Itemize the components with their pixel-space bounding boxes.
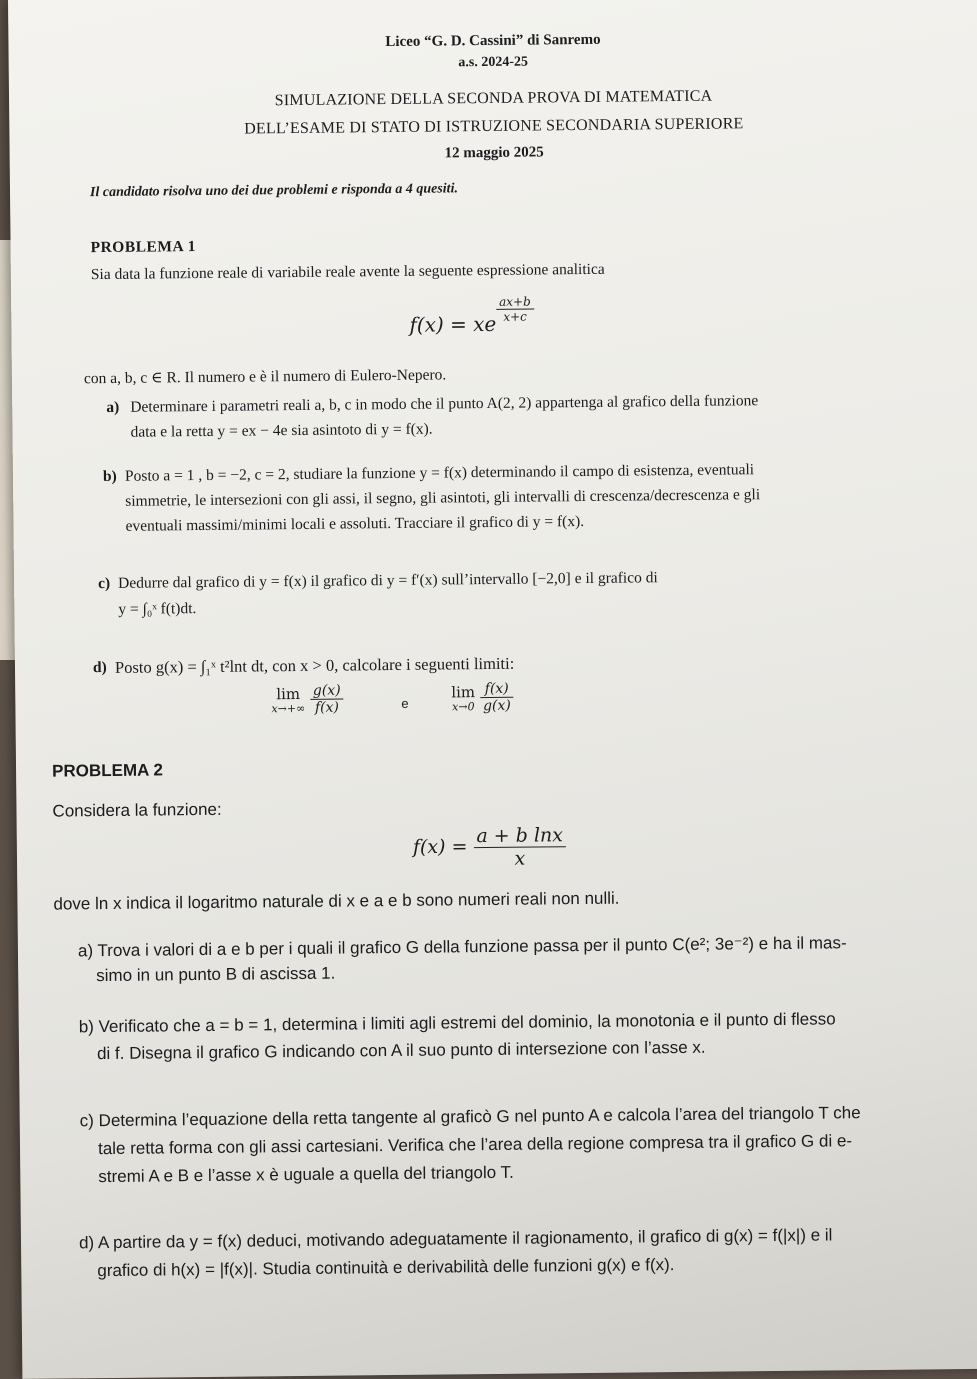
- problem1-a-line2: data e la retta y = ex − 4e sia asintoto di y = f(x).: [130, 420, 433, 441]
- exam-sheet: [8, 0, 977, 1379]
- school-year: a.s. 2024-25: [458, 54, 529, 71]
- problem1-heading: PROBLEMA 1: [90, 238, 197, 257]
- limit-2-num: f(x): [480, 681, 514, 698]
- problem1-b-line3: eventuali massimi/minimi locali e assoluti. Tracciare il grafico di y = f(x).: [125, 512, 585, 535]
- limit-1-sub: x→+∞: [271, 701, 306, 715]
- limit-conjunction: e: [401, 695, 409, 711]
- limit-2-lim: lim: [451, 682, 476, 701]
- title-line-2: DELL’ESAME DI STATO DI ISTRUZIONE SECONDARIA SUPERIORE: [244, 115, 744, 138]
- problem1-formula-lhs: f(x) = xe: [409, 311, 497, 337]
- problem1-d-line1: Posto g(x) = ∫₁ˣ t²lnt dt, con x > 0, calcolare i seguenti limiti:: [114, 653, 515, 677]
- problem2-c-line3: stremi A e B e l’asse x è uguale a quella del triangolo T.: [98, 1162, 514, 1187]
- limit-2-sub: x→0: [452, 699, 475, 713]
- problem2-a-line1: a) Trova i valori di a e b per i quali il grafico G della funzione passa per il punto C(e²; 3e⁻²) e ha il mas-: [77, 933, 847, 961]
- instructions: Il candidato risolva uno dei due problemi e risponda a 4 quesiti.: [89, 181, 459, 201]
- problem2-heading: PROBLEMA 2: [51, 760, 163, 781]
- exponent-denominator: x+c: [503, 309, 527, 324]
- school-name: Liceo “G. D. Cassini” di Sanremo: [385, 31, 601, 51]
- problem2-b-line1: b) Verificato che a = b = 1, determina i limiti agli estremi del dominio, la monotonia e il punto di flesso: [78, 1009, 836, 1037]
- problem1-c-line1: Dedurre dal grafico di y = f(x) il grafico di y = f′(x) sull’intervallo [−2,0] e il grafico di: [118, 569, 658, 592]
- problem1-c-label: c): [98, 574, 111, 593]
- limit-2-den: g(x): [482, 697, 511, 715]
- limit-1-den: f(x): [314, 699, 339, 716]
- problem1-condition: con a, b, c ∈ R. Il numero e è il numero di Eulero-Nepero.: [83, 366, 447, 388]
- problem1-d-label: d): [92, 659, 107, 677]
- problem2-c-line2: tale retta forma con gli assi cartesiani. Verifica che l’area della regione compresa tra il grafico G di e-: [97, 1131, 853, 1159]
- problem1-formula: [409, 295, 534, 337]
- problem2-c-line1: c) Determina l’equazione della retta tangente al graficò G nel punto A e calcola l’area del triangolo T che: [79, 1103, 861, 1131]
- problem1-b-label: b): [102, 467, 117, 486]
- limit-2: [451, 681, 514, 715]
- limit-1-fraction: [310, 683, 344, 716]
- problem1-b-line2: simmetrie, le intersezioni con gli assi, il segno, gli asintoti, gli intervalli di crescenza/decrescenza e gli: [125, 486, 761, 510]
- problem1-c-line2: y = ∫₀ˣ f(t)dt.: [118, 600, 197, 618]
- problem2-d-line2: grafico di h(x) = |f(x)|. Studia continuità e derivabilità delle funzioni g(x) e f(x).: [97, 1255, 675, 1281]
- title-line-1: SIMULAZIONE DELLA SECONDA PROVA DI MATEMATICA: [274, 87, 713, 110]
- limit-1-lim: lim: [276, 684, 301, 703]
- limit-1-operator: [271, 684, 305, 714]
- problem1-formula-exponent: [496, 295, 534, 324]
- problem2-where: dove ln x indica il logaritmo naturale di x e a e b sono numeri reali non nulli.: [53, 888, 620, 914]
- problem2-b-line2: di f. Disegna il grafico G indicando con A il suo punto di intersezione con l’asse x.: [96, 1037, 706, 1064]
- problem1-a-label: a): [106, 398, 120, 416]
- limit-1-num: g(x): [310, 683, 344, 700]
- problem2-formula-lhs: f(x) =: [412, 835, 468, 859]
- problem1-b-line1: Posto a = 1 , b = −2, c = 2, studiare la funzione y = f(x) determinando il campo di esistenza, eventuali: [124, 461, 755, 485]
- exam-date: 12 maggio 2025: [444, 144, 544, 162]
- problem1-intro: Sia data la funzione reale di variabile reale avente la seguente espressione analitica: [90, 260, 605, 284]
- exponent-numerator: ax+b: [496, 295, 534, 310]
- problem2-a-line2: simo in un punto B di ascissa 1.: [96, 963, 336, 986]
- limit-1: [271, 683, 344, 717]
- limit-2-fraction: [480, 681, 514, 714]
- problem1-a-line1: Determinare i parametri reali a, b, c in modo che il punto A(2, 2) appartenga al grafico della funzione: [130, 392, 759, 416]
- problem2-formula: [413, 824, 567, 871]
- problem2-formula-num: a + b lnx: [473, 824, 566, 848]
- problem2-intro: Considera la funzione:: [52, 799, 222, 821]
- limit-2-operator: [451, 683, 475, 713]
- problem2-formula-fraction: [473, 824, 566, 870]
- problem2-d-line1: d) A partire da y = f(x) deduci, motivando adeguatamente il ragionamento, il grafico di g(x) = f(|x|) e il: [78, 1225, 833, 1253]
- problem2-formula-den: x: [514, 847, 526, 870]
